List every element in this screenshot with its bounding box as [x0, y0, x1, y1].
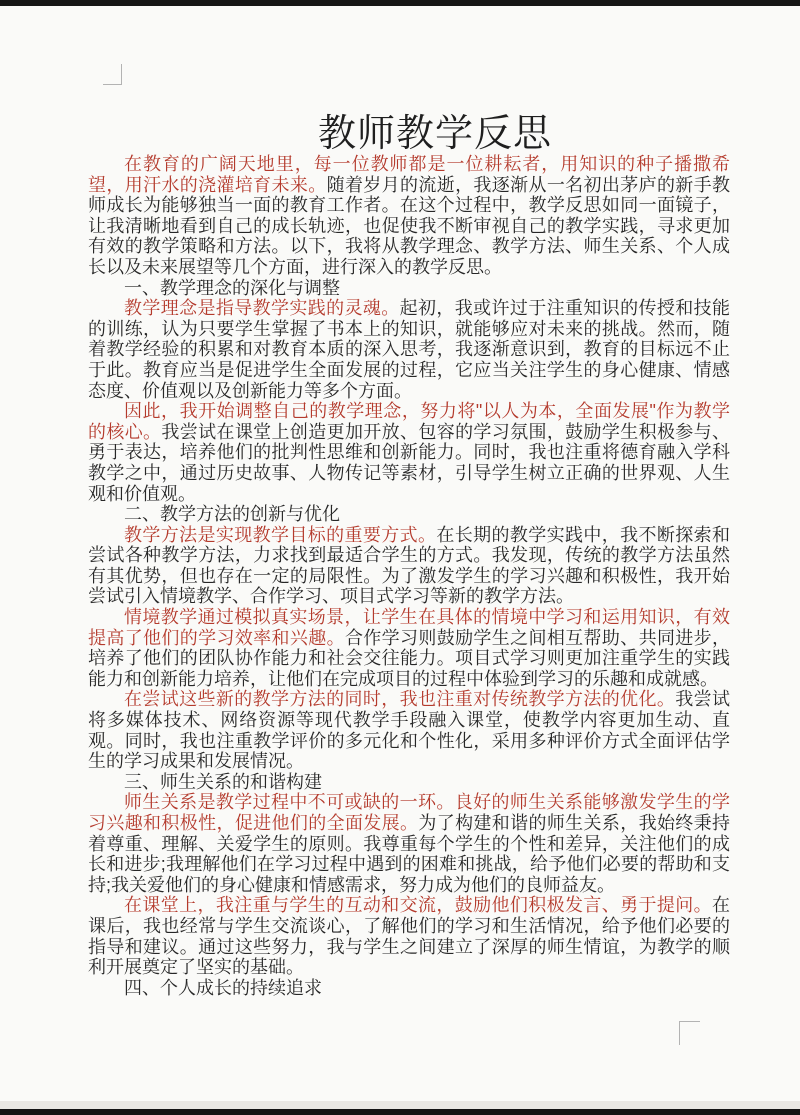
- page-bottom-shadow-strip: [0, 1101, 800, 1109]
- emphasis-text-red: 在教育的广阔天地里，每一位教师都是一位耕耘者，用知识的种子播撒希望，用汗水的浇灌培育未来。: [88, 154, 730, 195]
- section-heading: [88, 278, 730, 299]
- text-boundary-mark-bottom-right: [679, 1021, 700, 1045]
- body-text: 三、师生关系的和谐构建: [124, 771, 322, 792]
- screen-edge-bottom-bar: [0, 1109, 800, 1115]
- body-text: 一、教学理念的深化与调整: [124, 277, 340, 298]
- body-text: 合作学习则鼓励学生之间相互帮助、共同进步，培养了他们的团队协作能力和社会交往能力。项目式学习则更加注重学生的实践能力和创新能力培养，让他们在完成项目的过程中体验到学习的乐趣和成就感。: [88, 627, 731, 689]
- body-text: 四、个人成长的持续追求: [124, 977, 322, 998]
- body-text: 在长期的教学实践中，我不断探索和尝试各种教学方法，力求找到最适合学生的方式。我发现，传统的教学方法虽然有其优势，但也存在一定的局限性。为了激发学生的学习兴趣和积极性，我开始尝试引入情境教学、合作学习、项目式学习等新的教学方法。: [88, 524, 730, 607]
- emphasis-text-red: 在课堂上，我注重与学生的互动和交流，鼓励他们积极发言、勇于提问。: [124, 895, 712, 916]
- emphasis-text-red: 教学理念是指导教学实践的灵魂。: [124, 298, 400, 319]
- body-text: 我尝试在课堂上创造更加开放、包容的学习氛围，鼓励学生积极参与、勇于表达，培养他们的批判性思维和创新能力。同时，我也注重将德育融入学科教学之中，通过历史故事、人物传记等素材，引导学生树立正确的世界观、人生观和价值观。: [88, 421, 731, 504]
- emphasis-text-red: 师生关系是教学过程中不可或缺的一环。良好的师生关系能够激发学生的学习兴趣和积极性，促进他们的全面发展。: [88, 792, 730, 833]
- body-text: 我尝试将多媒体技术、网络资源等现代教学手段融入课堂，使教学内容更加生动、直观。同时，我也注重教学评价的多元化和个性化，采用多种评价方式全面评估学生的学习成果和发展情况。: [88, 689, 730, 772]
- body-text: 为了构建和谐的师生关系，我始终秉持着尊重、理解、关爱学生的原则。我尊重每个学生的个性和差异，关注他们的成长和进步;我理解他们在学习过程中遇到的困难和挑战，给予他们必要的帮助和支持;我关爱他们的身心健康和情感需求，努力成为他们的良师益友。: [88, 813, 731, 895]
- body-text: 随着岁月的流逝，我逐渐从一名初出茅庐的新手教师成长为能够独当一面的教育工作者。在这个过程中，教学反思如同一面镜子，让我清晰地看到自己的成长轨迹，也促使我不断审视自己的教学实践，寻求更加有效的教学策略和方法。以下，我将从教学理念、教学方法、师生关系、个人成长以及未来展望等几个方面，进行深入的教学反思。: [88, 174, 731, 277]
- paragraph: [88, 895, 730, 977]
- emphasis-text-red: 教学方法是实现教学目标的重要方式。: [124, 524, 437, 545]
- emphasis-text-red: 在尝试这些新的教学方法的同时，我也注重对传统教学方法的优化。: [124, 689, 676, 710]
- paragraph: [88, 792, 730, 895]
- paragraph: [88, 607, 730, 689]
- paragraph: [88, 689, 730, 771]
- section-heading: [88, 772, 730, 793]
- section-heading: [88, 978, 730, 999]
- text-boundary-mark-top-left: [103, 64, 122, 85]
- paragraph: [88, 525, 730, 607]
- section-heading: [88, 504, 730, 525]
- paragraph: [88, 298, 730, 401]
- paragraph: [88, 154, 730, 278]
- body-text: 起初，我或许过于注重知识的传授和技能的训练，认为只要学生掌握了书本上的知识，就能够应对未来的挑战。然而，随着教学经验的积累和对教育本质的深入思考，我逐渐意识到，教育的目标远不止于此。教育应当是促进学生全面发展的过程，它应当关注学生的身心健康、情感态度、价值观以及创新能力等多个方面。: [88, 298, 730, 401]
- paragraph: [88, 401, 730, 504]
- page-title-text: 教师教学反思: [317, 113, 552, 156]
- document-body: [88, 154, 730, 998]
- body-text: 在课后，我也经常与学生交流谈心，了解他们的学习和生活情况，给予他们必要的指导和建议。通过这些努力，我与学生之间建立了深厚的师生情谊，为教学的顺利开展奠定了坚实的基础。: [88, 895, 730, 978]
- screen-edge-top-bar: [0, 0, 800, 6]
- body-text: 二、教学方法的创新与优化: [124, 504, 340, 525]
- page-title: [88, 111, 730, 159]
- emphasis-text-red: 情境教学通过模拟真实场景，让学生在具体的情境中学习和运用知识，有效提高了他们的学习效率和兴趣。: [88, 607, 730, 648]
- emphasis-text-red: 因此，我开始调整自己的教学理念，努力将"以人为本，全面发展"作为教学的核心。: [88, 401, 730, 442]
